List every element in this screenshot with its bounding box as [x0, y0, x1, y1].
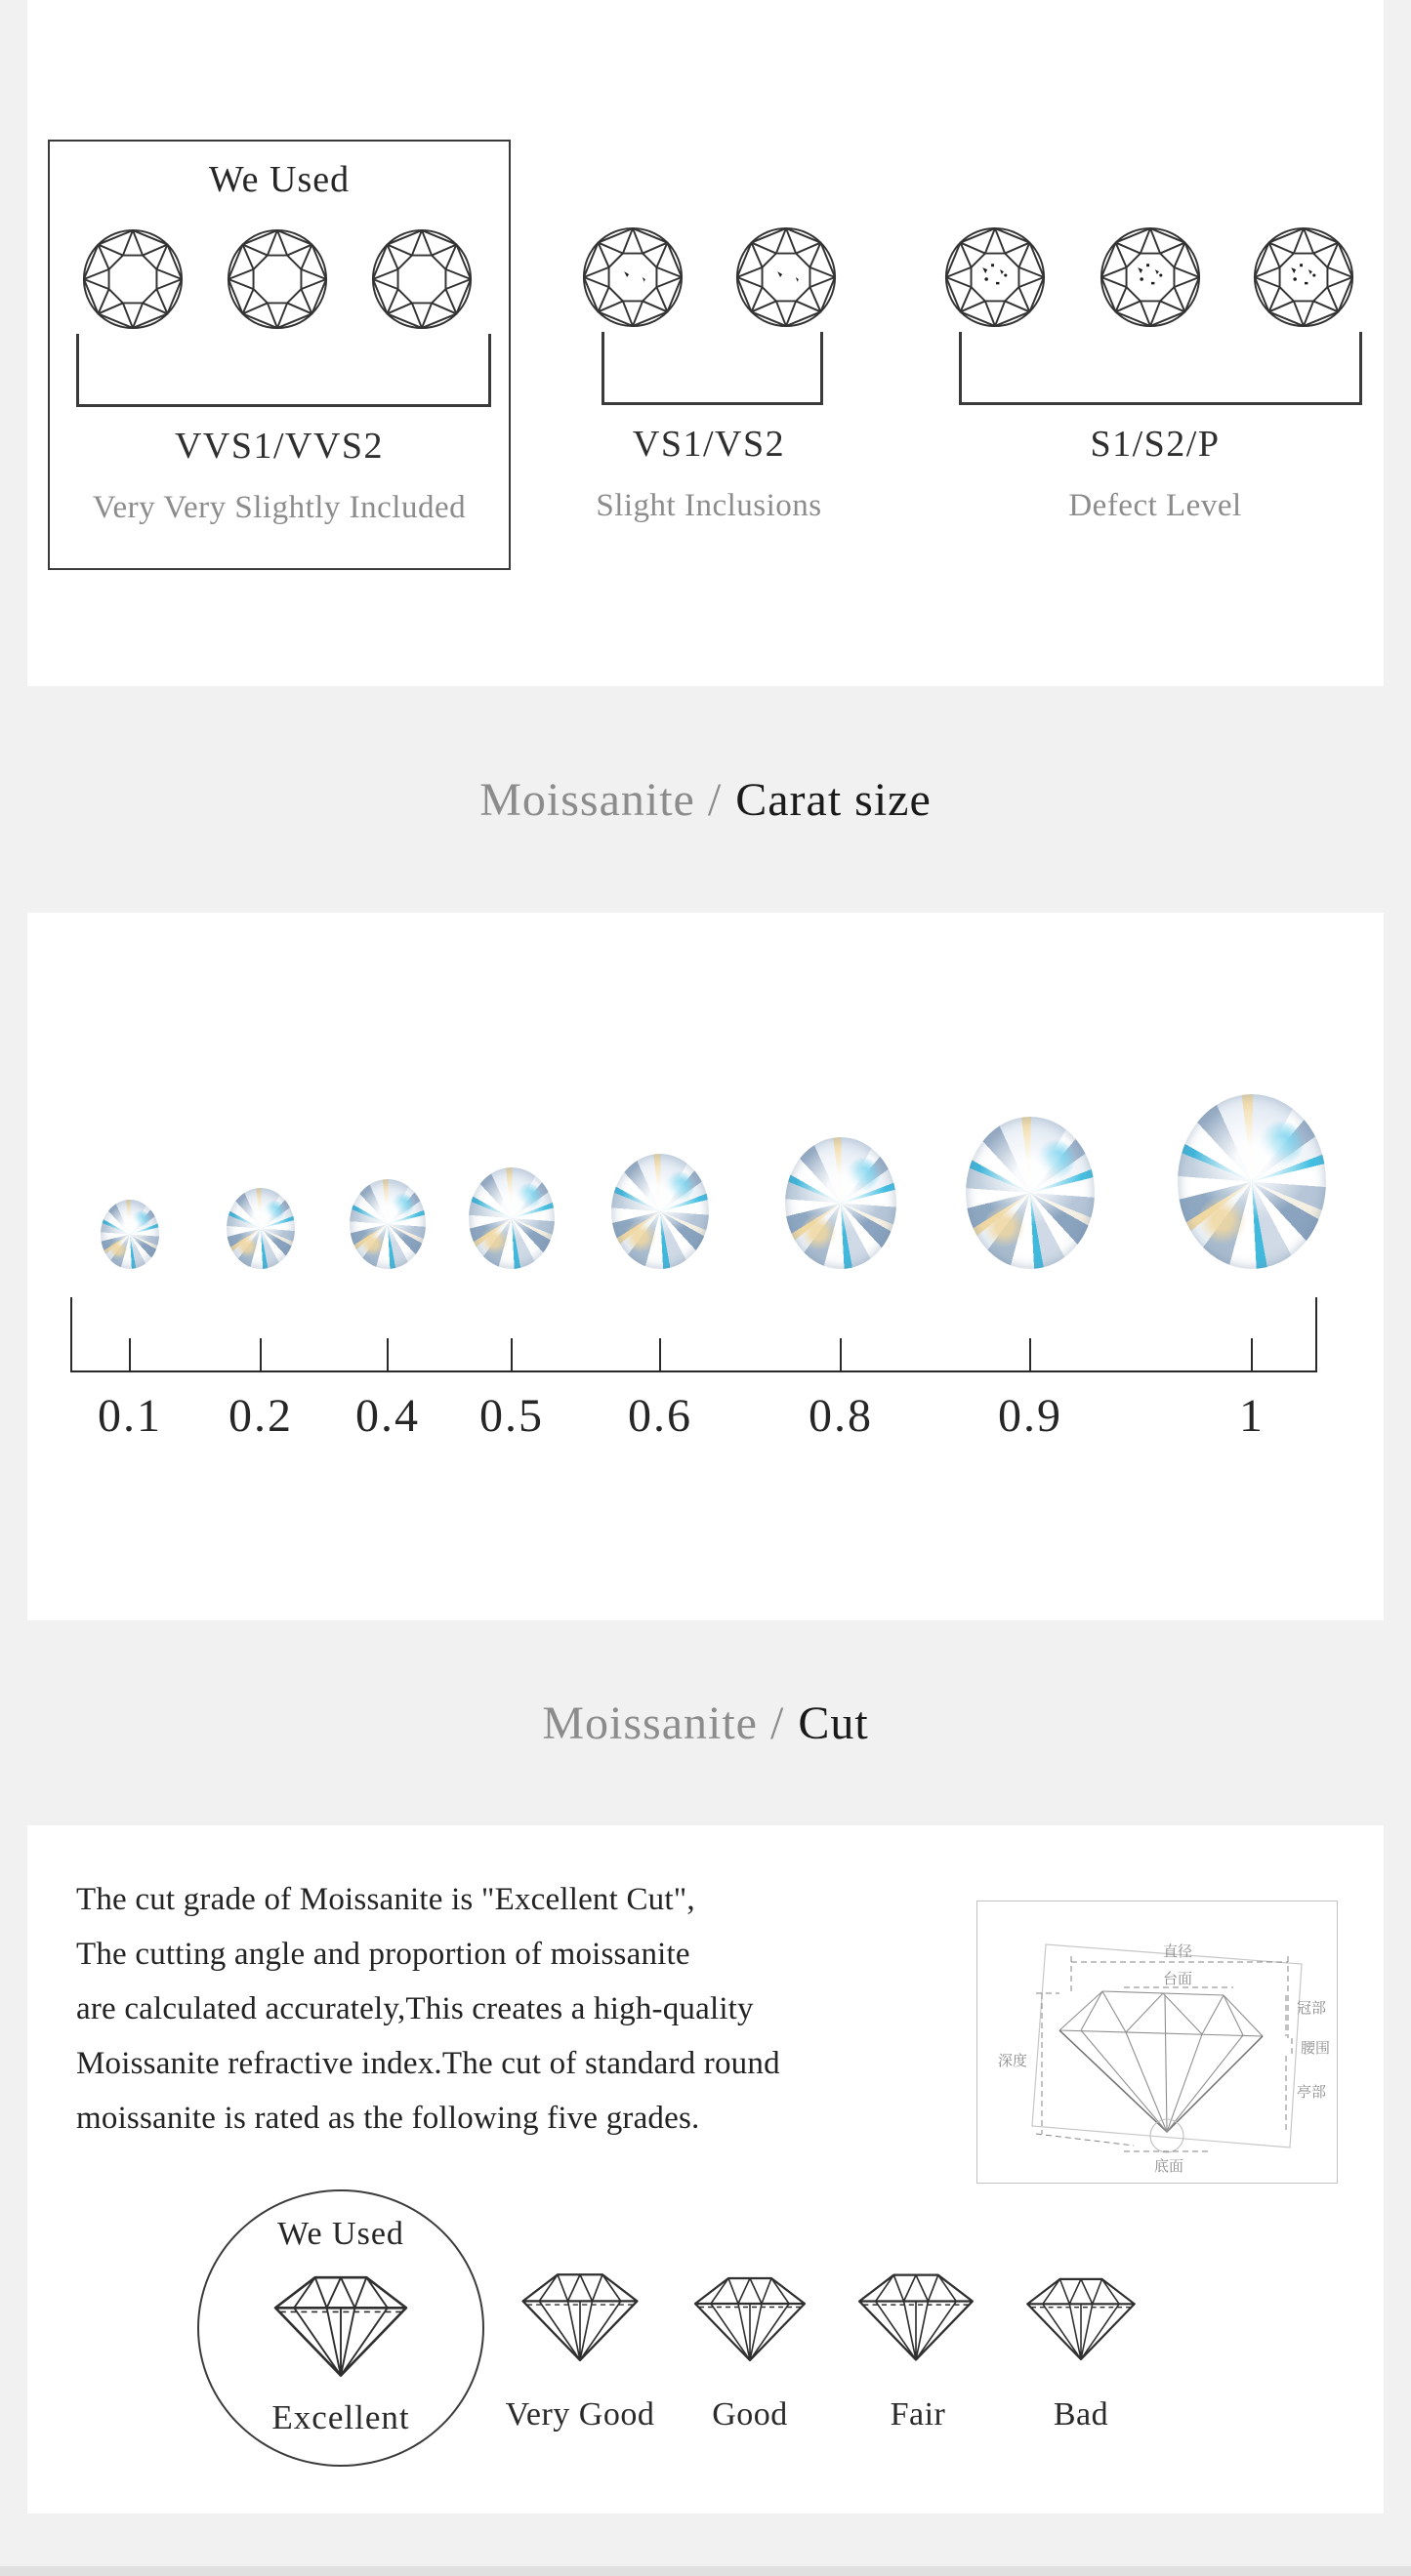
- carat-value-label: 0.6: [628, 1390, 692, 1442]
- vvs-grade-label: VVS1/VVS2: [174, 426, 385, 467]
- carat-heading-prefix: Moissanite /: [479, 773, 723, 826]
- gem-0.8-carat: [785, 1137, 896, 1269]
- cut-grade-excellent-label: Excellent: [271, 2398, 410, 2436]
- cut-heading-main: Cut: [798, 1697, 869, 1749]
- carat-section-card: [27, 913, 1384, 1620]
- ruler-tick: [1251, 1338, 1253, 1370]
- diagram-label-crown: 冠部: [1296, 2001, 1327, 2017]
- vvs-group-bracket: [76, 334, 491, 407]
- carat-section-heading: [0, 686, 1411, 913]
- gem-0.6-carat: [611, 1154, 709, 1269]
- vvs-description-label: Very Very Slightly Included: [92, 490, 467, 525]
- carat-ruler-left-end: [70, 1297, 72, 1372]
- s-description-label: Defect Level: [1068, 488, 1242, 523]
- carat-value-label: 0.9: [998, 1390, 1062, 1442]
- gem-0.9-carat: [966, 1117, 1095, 1269]
- ruler-tick: [659, 1338, 661, 1370]
- carat-ruler-baseline: [70, 1370, 1317, 1372]
- badge-we-used-label: We Used: [277, 2216, 404, 2252]
- cut-paragraph-line: The cut grade of Moissanite is "Excellent Cut",: [76, 1882, 695, 1917]
- cut-description-paragraph: [76, 1872, 780, 2146]
- vs-group-bracket: [602, 332, 823, 405]
- cut-grade-very-good-icon: [517, 2269, 643, 2362]
- cut-grade-fair-icon: [855, 2267, 976, 2364]
- s-grade-label: S1/S2/P: [1090, 424, 1221, 465]
- carat-value-label: 0.4: [355, 1390, 420, 1442]
- diagram-label-culet: 底面: [1153, 2159, 1184, 2175]
- ruler-tick: [387, 1338, 389, 1370]
- clarity-stone-vvs-icon: [80, 226, 186, 332]
- vs-grade-label: VS1/VS2: [632, 424, 786, 465]
- clarity-stone-vvs-icon: [369, 226, 475, 332]
- clarity-stone-vvs-icon: [225, 226, 330, 332]
- diamond-proportion-sketch: [977, 1901, 1337, 2183]
- cut-section-heading: [0, 1620, 1411, 1825]
- s-group-bracket: [959, 332, 1362, 405]
- gem-0.4-carat: [350, 1179, 426, 1269]
- carat-value-label: 0.1: [98, 1390, 162, 1442]
- clarity-stone-vs-icon: [580, 225, 685, 330]
- ruler-tick: [1029, 1338, 1031, 1370]
- clarity-stone-vs-icon: [733, 225, 839, 330]
- cut-paragraph-line: Moissanite refractive index.The cut of standard round: [76, 2046, 780, 2081]
- ruler-tick: [511, 1338, 513, 1370]
- diagram-label-girdle: 腰围: [1300, 2041, 1331, 2057]
- cut-grade-very-good-label: Very Good: [505, 2396, 655, 2433]
- carat-heading-main: Carat size: [735, 773, 932, 826]
- diagram-label-diameter: 直径: [1162, 1944, 1193, 1960]
- ruler-tick: [260, 1338, 262, 1370]
- ruler-tick: [129, 1338, 131, 1370]
- carat-value-label: 0.5: [479, 1390, 544, 1442]
- gem-0.5-carat: [469, 1167, 555, 1269]
- diagram-label-table: 台面: [1162, 1972, 1193, 1987]
- carat-value-label: 1: [1239, 1390, 1265, 1442]
- we-used-highlight-box: [48, 140, 511, 570]
- carat-value-label: 0.2: [228, 1390, 293, 1442]
- cut-grade-bad-icon: [1016, 2273, 1146, 2361]
- gem-0.1-carat: [101, 1200, 159, 1269]
- cut-heading-prefix: Moissanite /: [542, 1697, 785, 1749]
- clarity-section-card: [27, 0, 1384, 686]
- cut-paragraph-line: are calculated accurately,This creates a high-quality: [76, 1991, 754, 2026]
- bottom-divider-strip: [0, 2566, 1411, 2576]
- vs-description-label: Slight Inclusions: [596, 488, 822, 523]
- cut-grade-excellent-icon: [262, 2270, 420, 2378]
- diagram-label-depth: 深度: [997, 2054, 1028, 2069]
- we-used-badge-circle: [197, 2189, 484, 2467]
- carat-value-label: 0.8: [809, 1390, 873, 1442]
- carat-ruler-right-end: [1315, 1297, 1317, 1372]
- cut-grade-bad-label: Bad: [1053, 2396, 1109, 2433]
- gem-0.2-carat: [227, 1188, 295, 1269]
- clarity-stone-s-icon: [942, 225, 1048, 330]
- cut-paragraph-line: The cutting angle and proportion of moissanite: [76, 1937, 690, 1972]
- cut-grade-good-label: Good: [712, 2396, 788, 2433]
- diagram-label-pavilion: 亭部: [1296, 2085, 1327, 2101]
- clarity-stone-s-icon: [1251, 225, 1356, 330]
- cut-grade-good-icon: [685, 2272, 815, 2362]
- cut-paragraph-line: moissanite is rated as the following five grades.: [76, 2101, 700, 2136]
- gem-1-carat: [1178, 1094, 1326, 1269]
- we-used-label: We Used: [208, 159, 351, 200]
- cut-grade-fair-label: Fair: [890, 2396, 946, 2433]
- cut-section-card: [27, 1825, 1384, 2514]
- cut-proportion-diagram: [976, 1901, 1338, 2184]
- ruler-tick: [840, 1338, 842, 1370]
- clarity-stone-s-icon: [1098, 225, 1203, 330]
